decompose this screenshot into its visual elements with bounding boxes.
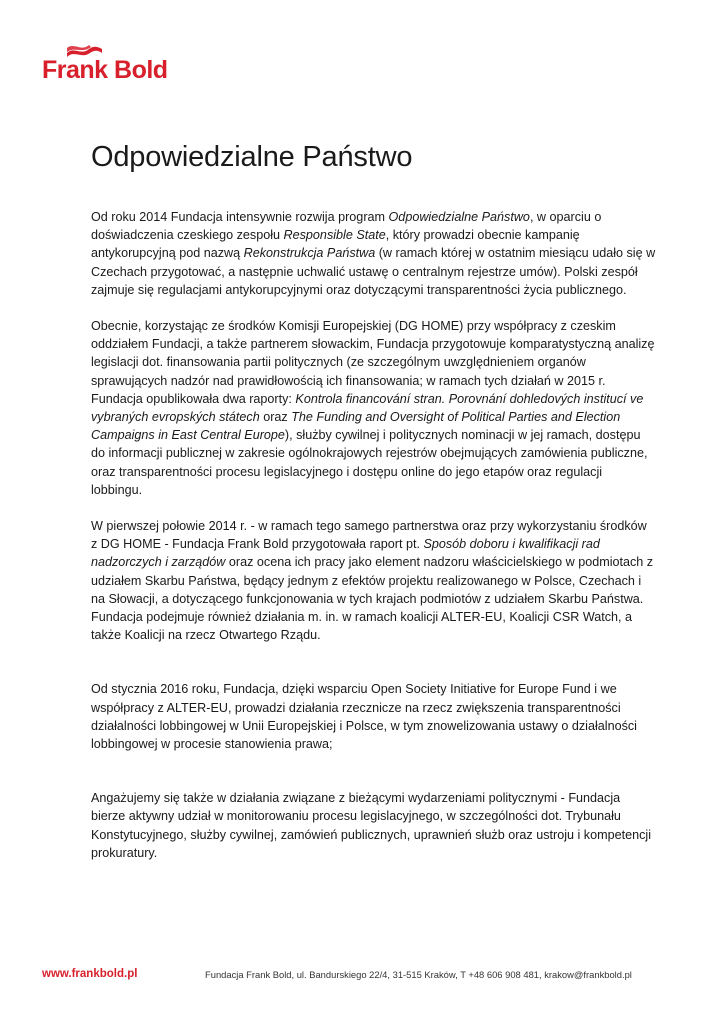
paragraph <box>91 517 656 644</box>
text-run: ), służby cywilnej i politycznych nominacji w jej ramach, dostępu do informacji publicznej w zakresie ogólnokrajowych rejestrów obejmujących zamówienia publiczne, oraz transparentności procesu legislacyjnego i dostępu online do jego etapów oraz regulacji lobbingu. <box>91 428 648 497</box>
paragraph <box>91 317 656 499</box>
frank-bold-logo <box>42 44 182 84</box>
text-run: oraz ocena ich pracy jako element nadzoru właścicielskiego w podmiotach z udziałem Skarbu Państwa, będący jednym z efektów projektu realizowanego w Polsce, Czechach i na Słowacji, a dotyczącego funkcjonowania w tych krajach podmiotów z udziałem Skarbu Państwa. Fundacja podejmuje również działania m. in. w ramach koalicji ALTER-EU, Koalicji CSR Watch, a także Koalicji na rzecz Otwartego Rządu. <box>91 555 654 643</box>
document-body <box>91 208 656 862</box>
italic-text: The Funding and Oversight of Political Parties and Election Campaigns in East Central Europe <box>91 410 621 443</box>
italic-text: Kontrola financování stran. Porovnání dohledových institucí ve vybraných evropských státech <box>91 391 644 425</box>
text-run: oraz <box>259 410 292 425</box>
text-run: , w oparciu o doświadczenia czeskiego zespołu <box>91 210 602 243</box>
italic-text: Responsible State <box>283 228 386 243</box>
footer-address: Fundacja Frank Bold, ul. Bandurskiego 22/4, 31-515 Kraków, T +48 606 908 481, krakow@frankbold.pl <box>205 969 632 980</box>
text-run: Od roku 2014 Fundacja intensywnie rozwija program <box>91 210 389 224</box>
italic-text: Sposób doboru i kwalifikacji rad nadzorczych i zarządów <box>91 537 600 570</box>
footer-website-link[interactable]: www.frankbold.pl <box>42 968 138 980</box>
text-run: Obecnie, korzystając ze środków Komisji Europejskiej (DG HOME) przy współpracy z czeskim oddziałem Fundacji, a także partnerem słowackim, Fundacja przygotowuje komparatystyczną analizę legislacji dot. finansowania partii politycznych (ze szczególnym uwzględnieniem organów sprawujących nadzór nad prawidłowością ich finansowania; w ramach tych działań w 2015 r. Fundacja opublikowała dwa raporty: <box>91 319 655 406</box>
italic-text: Rekonstrukcja Państwa <box>243 246 376 261</box>
logo-wordmark: Frank Bold <box>42 56 168 84</box>
page-title: Odpowiedzialne Państwo <box>91 141 413 173</box>
paragraph <box>91 789 656 862</box>
text-run: (w ramach której w ostatnim miesiącu udało się w Czechach przygotować, a następnie uchwalić ustawę o centralnym rejestrze umów). Polski zespół zajmuje się regulacjami antykorupcyjnymi oraz dotyczącymi transparentności życia publicznego. <box>91 246 656 297</box>
text-run: Angażujemy się także w działania związane z bieżącymi wydarzeniami politycznymi - Fundacja bierze aktywny udział w monitorowaniu procesu legislacyjnego, w szczególności dot. Trybunału Konstytucyjnego, służby cywilnej, zamówień publicznych, uprawnień służb oraz ustroju i kompetencji prokuratury. <box>91 791 651 860</box>
text-run: Od stycznia 2016 roku, Fundacja, dzięki wsparciu Open Society Initiative for Europe Fund i we współpracy z ALTER-EU, prowadzi działania rzecznicze na rzecz zwiększenia transparentności działalności lobbingowej w Unii Europejskiej i Polsce, w tym znowelizowania ustawy o działalności lobbingowej w procesie stanowienia prawa; <box>91 682 637 752</box>
paragraph <box>91 208 656 299</box>
paragraph <box>91 680 656 753</box>
text-run: , który prowadzi obecnie kampanię antykorupcyjną pod nazwą <box>91 228 580 261</box>
italic-text: Odpowiedzialne Państwo <box>388 210 530 224</box>
text-run: W pierwszej połowie 2014 r. - w ramach tego samego partnerstwa oraz przy wykorzystaniu środków z DG HOME - Fundacja Frank Bold przygotowała raport pt. <box>91 519 647 552</box>
